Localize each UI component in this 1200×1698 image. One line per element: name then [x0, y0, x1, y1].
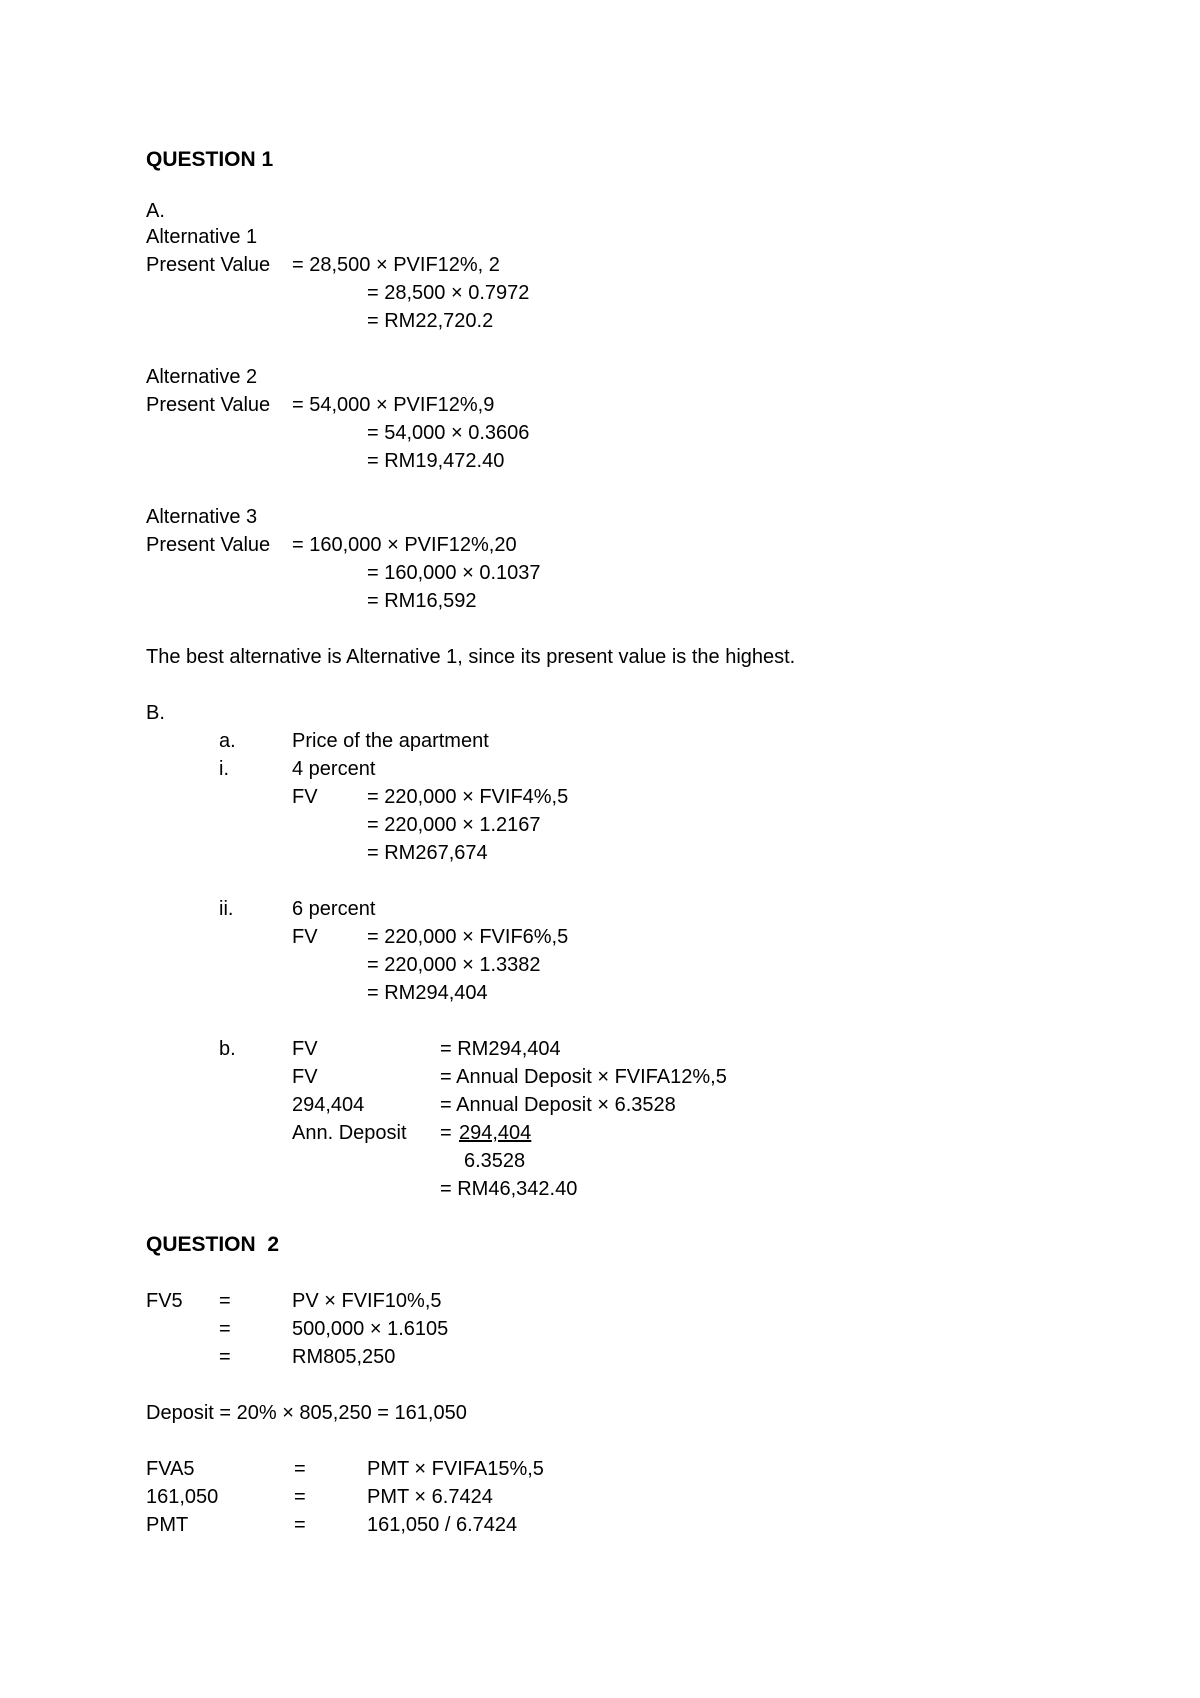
- alt1-line1: = 28,500 × PVIF12%, 2: [292, 254, 500, 276]
- q2-fv5-eq-1: =: [219, 1290, 231, 1312]
- part-b-i-fv: FV: [292, 786, 318, 808]
- q2-fv5-line2: 500,000 × 1.6105: [292, 1318, 449, 1340]
- q2-deposit: Deposit = 20% × 805,250 = 161,050: [146, 1402, 467, 1424]
- part-b-b-row2-left: FV: [292, 1066, 318, 1088]
- part-b-b-row4-eq: =: [440, 1122, 452, 1144]
- alt2-line2: = 54,000 × 0.3606: [367, 422, 530, 444]
- alt2-line3: = RM19,472.40: [367, 450, 505, 472]
- q2-row1-eq: =: [294, 1458, 306, 1480]
- part-b-ii-label: ii.: [219, 898, 234, 920]
- alt3-line2: = 160,000 × 0.1037: [367, 562, 541, 584]
- question-2-heading: QUESTION 2: [146, 1233, 280, 1256]
- q2-row2-eq: =: [294, 1486, 306, 1508]
- alt3-title: Alternative 3: [146, 506, 258, 528]
- part-b-label: B.: [146, 702, 165, 724]
- part-b-ii-fv: FV: [292, 926, 318, 948]
- q2-fv5-line1: PV × FVIF10%,5: [292, 1290, 442, 1312]
- conclusion-text: The best alternative is Alternative 1, since its present value is the highest.: [146, 646, 796, 668]
- part-b-b-row3-left: 294,404: [292, 1094, 365, 1116]
- q2-fv5-eq-2: =: [219, 1318, 231, 1340]
- part-b-i-line2: = 220,000 × 1.2167: [367, 814, 541, 836]
- part-b-ii-line2: = 220,000 × 1.3382: [367, 954, 541, 976]
- q2-row3-left: PMT: [146, 1514, 189, 1536]
- part-b-b-label: b.: [219, 1038, 236, 1060]
- q2-row2-right: PMT × 6.7424: [367, 1486, 493, 1508]
- alt3-prefix: Present Value: [146, 534, 271, 556]
- part-b-b-numerator: 294,404: [459, 1122, 532, 1144]
- q2-row3-right: 161,050 / 6.7424: [367, 1514, 518, 1536]
- part-b-i-line1: = 220,000 × FVIF4%,5: [367, 786, 569, 808]
- part-b-b-row2-right: = Annual Deposit × FVIFA12%,5: [440, 1066, 727, 1088]
- q2-row3-eq: =: [294, 1514, 306, 1536]
- alt2-prefix: Present Value: [146, 394, 271, 416]
- q2-fv5-line3: RM805,250: [292, 1346, 396, 1368]
- alt1-line3: = RM22,720.2: [367, 310, 494, 332]
- part-b-i-title: 4 percent: [292, 758, 376, 780]
- part-b-a-label: a.: [219, 730, 236, 752]
- part-b-b-row1-right: = RM294,404: [440, 1038, 561, 1060]
- part-a-label: A.: [146, 200, 165, 222]
- alt3-line1: = 160,000 × PVIF12%,20: [292, 534, 517, 556]
- part-b-a-title: Price of the apartment: [292, 730, 489, 752]
- part-b-b-denominator: 6.3528: [464, 1150, 526, 1172]
- q2-row1-left: FVA5: [146, 1458, 195, 1480]
- part-b-i-label: i.: [219, 758, 229, 780]
- q2-row1-right: PMT × FVIFA15%,5: [367, 1458, 544, 1480]
- alt2-title: Alternative 2: [146, 366, 258, 388]
- alt1-prefix: Present Value: [146, 254, 271, 276]
- part-b-ii-line3: = RM294,404: [367, 982, 488, 1004]
- part-b-b-row1-left: FV: [292, 1038, 318, 1060]
- q2-row2-left: 161,050: [146, 1486, 219, 1508]
- question-1-heading: QUESTION 1: [146, 148, 274, 171]
- part-b-ii-title: 6 percent: [292, 898, 376, 920]
- alt1-title: Alternative 1: [146, 226, 258, 248]
- part-b-b-result: = RM46,342.40: [440, 1178, 578, 1200]
- alt1-line2: = 28,500 × 0.7972: [367, 282, 530, 304]
- q2-fv5-label: FV5: [146, 1290, 183, 1312]
- part-b-b-row4-left: Ann. Deposit: [292, 1122, 407, 1144]
- part-b-ii-line1: = 220,000 × FVIF6%,5: [367, 926, 569, 948]
- alt3-line3: = RM16,592: [367, 590, 477, 612]
- alt2-line1: = 54,000 × PVIF12%,9: [292, 394, 495, 416]
- part-b-i-line3: = RM267,674: [367, 842, 488, 864]
- q2-fv5-eq-3: =: [219, 1346, 231, 1368]
- part-b-b-row3-right: = Annual Deposit × 6.3528: [440, 1094, 676, 1116]
